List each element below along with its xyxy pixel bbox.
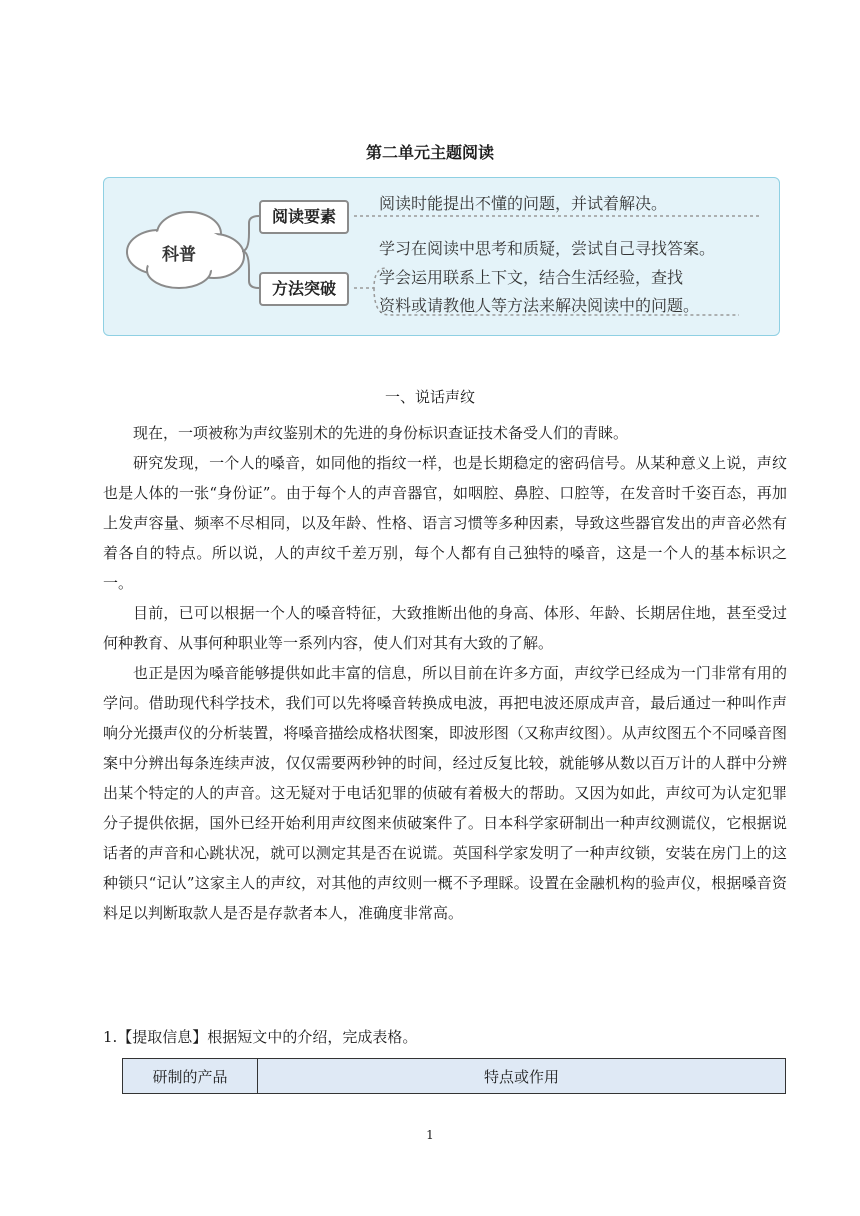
branch-label-reading: 阅读要素 bbox=[259, 200, 349, 234]
branch-text: 学会运用联系上下文，结合生活经验，查找 bbox=[379, 268, 684, 287]
table-header: 特点或作用 bbox=[258, 1059, 786, 1094]
mind-map-center: 科普 bbox=[162, 245, 196, 265]
page-number: 1 bbox=[426, 1128, 434, 1142]
table-header-row bbox=[123, 1059, 786, 1094]
section-title: 一、说话声纹 bbox=[384, 388, 475, 406]
paragraph: 研究发现，一个人的嗓音，如同他的指纹一样，也是长期稳定的密码信号。从某种意义上说，声纹也是人体的一张“身份证”。由于每个人的声音器官，如咽腔、鼻腔、口腔等，在发音时千姿百态，再加上发声容量、频率不尽相同，以及年龄、性格、语言习惯等多种因素，导致这些器官发出的声音必然有着各自的特点。所以说，人的声纹千差万别，每个人都有自己独特的嗓音，这是一个人的基本标识之一。 bbox=[103, 454, 787, 592]
branch-text: 阅读时能提出不懂的问题，并试着解决。 bbox=[379, 194, 668, 213]
table-header: 研制的产品 bbox=[123, 1059, 258, 1094]
question-1: 1.【提取信息】根据短文中的介绍，完成表格。 bbox=[103, 1028, 418, 1046]
paragraph: 现在，一项被称为声纹鉴别术的先进的身份标识查证技术备受人们的青睐。 bbox=[133, 424, 629, 442]
mind-map bbox=[103, 177, 780, 336]
branch-text: 学习在阅读中思考和质疑，尝试自己寻找答案。 bbox=[379, 239, 716, 258]
paragraph: 目前，已可以根据一个人的嗓音特征，大致推断出他的身高、体形、年龄、长期居住地，甚至受过何种教育、从事何种职业等一系列内容，使人们对其有大致的了解。 bbox=[103, 604, 787, 652]
page-title: 第二单元主题阅读 bbox=[365, 143, 494, 162]
branch-label-method: 方法突破 bbox=[259, 272, 349, 306]
paragraph: 也正是因为嗓音能够提供如此丰富的信息，所以目前在许多方面，声纹学已经成为一门非常有用的学问。借助现代科学技术，我们可以先将嗓音转换成电波，再把电波还原成声音，最后通过一种叫作声响分光摄声仪的分析装置，将嗓音描绘成格状图案，即波形图（又称声纹图）。从声纹图五个不同嗓音图案中分辨出每条连续声波，仅仅需要两秒钟的时间，经过反复比较，就能够从数以百万计的人群中分辨出某个特定的人的声音。这无疑对于电话犯罪的侦破有着极大的帮助。又因为如此，声纹可为认定犯罪分子提供依据，国外已经开始利用声纹图来侦破案件了。日本科学家研制出一种声纹测谎仪，它根据说话者的声音和心跳状况，就可以测定其是否在说谎。英国科学家发明了一种声纹锁，安装在房门上的这种锁只“记认”这家主人的声纹，对其他的声纹则一概不予理睬。设置在金融机构的验声仪，根据嗓音资料足以判断取款人是否是存款者本人，准确度非常高。 bbox=[103, 664, 787, 922]
answer-table bbox=[122, 1058, 786, 1094]
article-body bbox=[103, 418, 787, 928]
branch-text: 资料或请教他人等方法来解决阅读中的问题。 bbox=[379, 296, 700, 315]
